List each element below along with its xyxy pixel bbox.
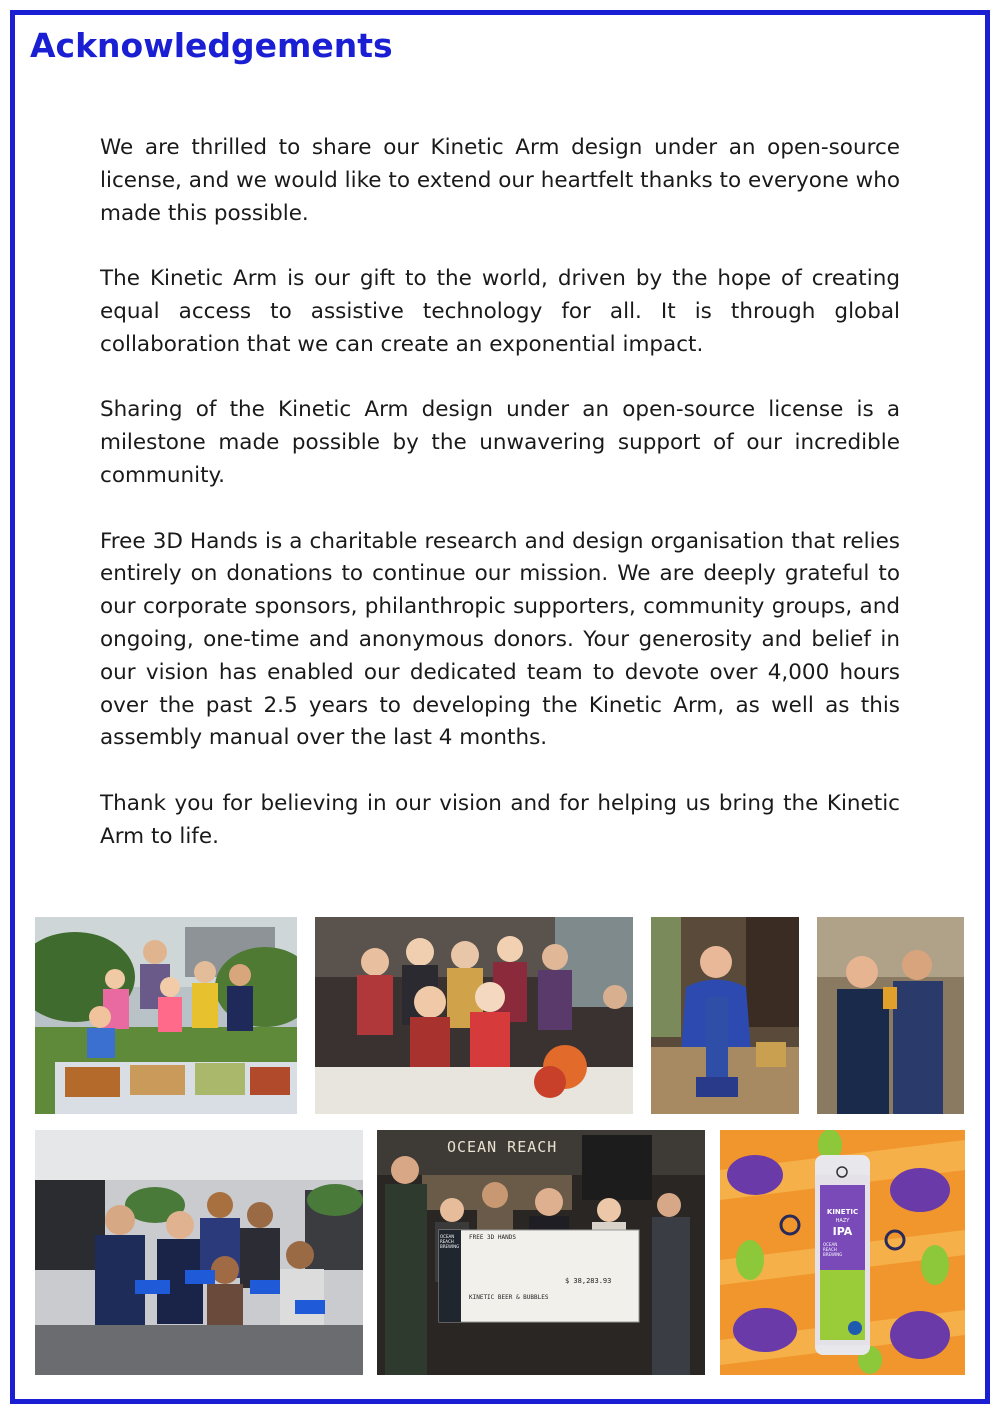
photo-kids-bake-sale (35, 917, 297, 1114)
photo-dinner-group (315, 917, 633, 1114)
photo-cheque-presentation (377, 1130, 705, 1375)
paragraph-1: We are thrilled to share our Kinetic Arm design under an open-source license, and we would like to extend our heartfelt thanks to everyone who made this possible. (100, 135, 900, 226)
photo-two-men (817, 917, 964, 1114)
can-brewery: OCEAN REACH BREWING (823, 1242, 843, 1257)
page-title: Acknowledgements (30, 26, 393, 65)
cheque-memo: KINETIC BEER & BUBBLES (469, 1294, 549, 1301)
body-text (100, 132, 900, 886)
photo-arm-display (651, 917, 799, 1114)
cheque-amount: $ 38,283.93 (565, 1277, 612, 1285)
cheque-payee: FREE 3D HANDS (469, 1234, 516, 1241)
can-style: HAZY (835, 1218, 850, 1224)
photo-kinetic-ipa-can (720, 1130, 965, 1375)
paragraph-5: Thank you for believing in our vision and for helping us bring the Kinetic Arm to life. (100, 790, 900, 849)
paragraph-2: The Kinetic Arm is our gift to the world, driven by the hope of creating equal access to assistive technology for all. It is through global collaboration that we can create an exponential impact. (100, 266, 900, 357)
paragraph-4: Free 3D Hands is a charitable research and design organisation that relies entirely on donations to continue our mission. We are deeply grateful to our corporate sponsors, philanthropic supporters, community groups, and ongoing, one-time and anonymous donors. Your generosity and belief in our vision has enabled our dedicated team to devote over 4,000 hours over the past 2.5 years to developing the Kinetic Arm, as well as this assembly manual over the last 4 months. (100, 528, 900, 751)
paragraph-3: Sharing of the Kinetic Arm design under an open-source license is a milestone made possible by the unwavering support of our incredible community. (100, 397, 900, 488)
ocean-reach-sign: OCEAN REACH (447, 1138, 558, 1156)
cheque-logo: OCEAN REACH BREWING (440, 1234, 460, 1249)
can-type: IPA (832, 1225, 853, 1238)
can-name: KINETIC (826, 1208, 859, 1216)
photo-office-team (35, 1130, 363, 1375)
